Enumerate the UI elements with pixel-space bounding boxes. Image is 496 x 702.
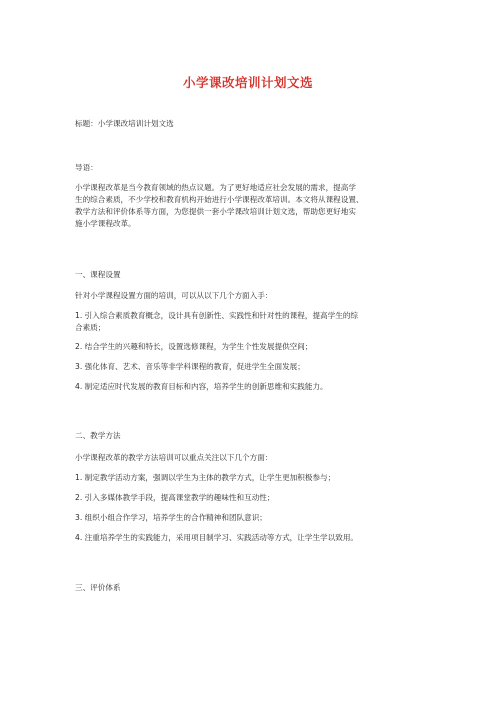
list-item: 4. 制定适应时代发展的教育目标和内容，培养学生的创新思维和实践能力。 [75, 382, 328, 391]
section-heading: 二、教学方法 [75, 431, 121, 440]
list-item: 4. 注重培养学生的实践能力，采用项目制学习、实践活动等方式，让学生学以致用。 [75, 533, 359, 542]
list-item: 2. 结合学生的兴趣和特长，设置选修课程，为学生个性发展提供空间； [75, 342, 313, 351]
intro-line: 小学课程改革是当今教育领域的热点议题。为了更好地适应社会发展的需求，提高学 [75, 183, 356, 192]
list-item: 1. 制定教学活动方案，强调以学生为主体的教学方式，让学生更加积极参与； [75, 473, 336, 482]
list-item: 2. 引入多媒体教学手段，提高课堂教学的趣味性和互动性； [75, 493, 275, 502]
list-item: 1. 引入综合素质教育概念，设计具有创新性、实践性和针对性的课程，提高学生的综 [75, 311, 359, 320]
intro-line: 教学方法和评价体系等方面，为您提供一套小学课改培训计划文选，帮助您更好地实 [75, 207, 356, 216]
list-item: 3. 组织小组合作学习，培养学生的合作精神和团队意识； [75, 513, 267, 522]
list-item-continuation: 合素质； [75, 323, 106, 332]
intro-line: 生的综合素质，不少学校和教育机构开始进行小学课程改革培训。本文将从课程设置、 [75, 195, 364, 204]
section-lead: 针对小学课程设置方面的培训，可以从以下几个方面入手： [75, 291, 273, 300]
intro-line: 施小学课程改革。 [75, 219, 136, 228]
title-line: 标题：小学课改培训计划文选 [75, 119, 174, 128]
section-heading: 三、评价体系 [75, 583, 121, 592]
document-title: 小学课改培训计划文选 [182, 75, 313, 90]
section-lead: 小学课程改革的教学方法培训可以重点关注以下几个方面： [75, 453, 273, 462]
section-heading: 一、课程设置 [75, 270, 121, 279]
list-item: 3. 强化体育、艺术、音乐等非学科课程的教育，促进学生全面发展； [75, 362, 305, 371]
intro-label: 导语： [75, 163, 98, 172]
